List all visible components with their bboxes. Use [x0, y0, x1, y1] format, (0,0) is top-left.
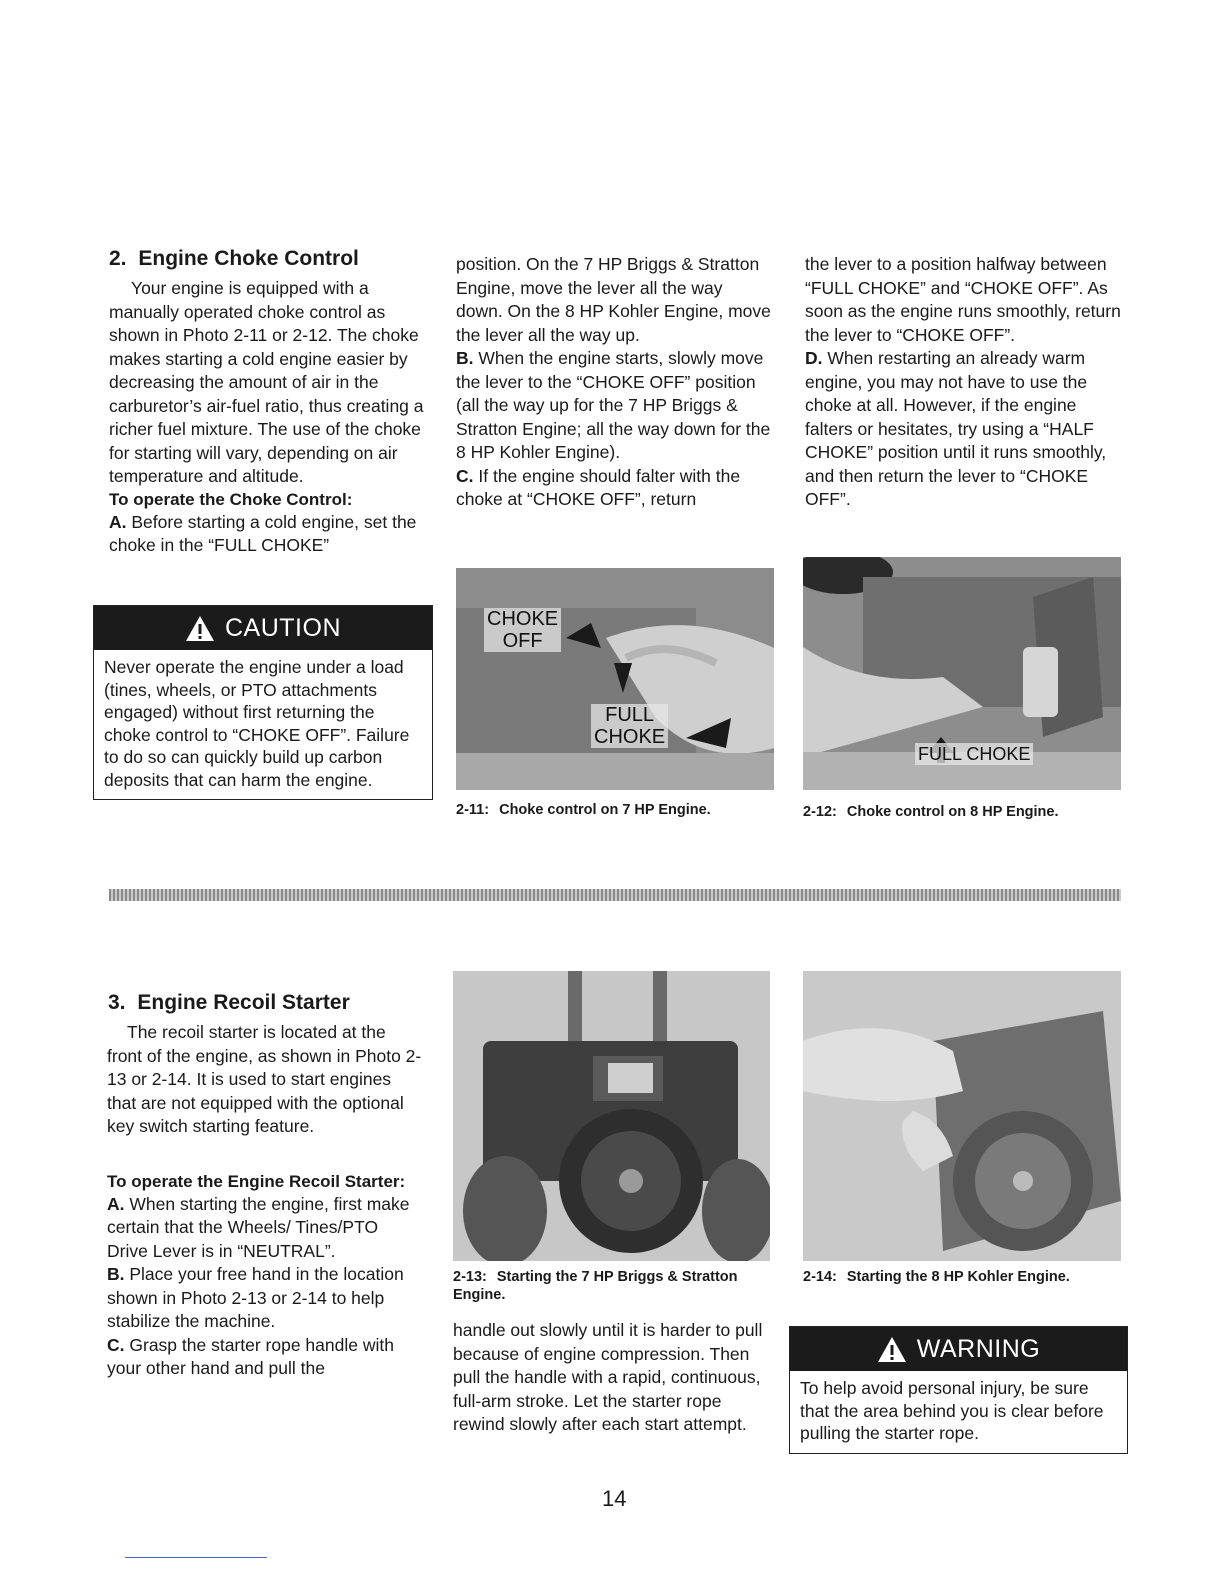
step-c-text-1: If the engine should falter with the choke at “CHOKE OFF”, return	[456, 465, 741, 509]
section-3-number: 3.	[108, 991, 126, 1014]
warning-box	[789, 1326, 1128, 1454]
caption-2-14-number: 2-14:	[803, 1269, 837, 1285]
caution-header	[94, 606, 432, 650]
section-2-col3	[805, 253, 1125, 512]
step-d-text: When restarting an already warm engine, you may not have to use the choke at all. However, if the engine falters or hesitates, try using a “HALF CHOKE” position until it runs smoothly, and then return the lever to “CHOKE OFF”.	[805, 348, 1107, 509]
section-2-step-c-part2: the lever to a position halfway between “FULL CHOKE” and “CHOKE OFF”. As soon as the engine runs smoothly, return the lever to “CHOKE OFF”.	[805, 254, 1121, 345]
s3-step-b-text: Place your free hand in the location shown in Photo 2-13 or 2-14 to help stabilize the machine.	[107, 1264, 404, 1331]
warning-triangle-icon	[877, 1336, 907, 1363]
caution-text: Never operate the engine under a load (tines, wheels, or PTO attachments engaged) without first returning the choke control to “CHOKE OFF”. Failure to do so can quickly build up carbon deposits that can harm the engine.	[104, 657, 410, 790]
section-2-step-a-part2: position. On the 7 HP Briggs & Stratton Engine, move the lever all the way down. On the 8 HP Kohler Engine, move the lever all the way up.	[456, 254, 771, 345]
step-a-text-1: Before starting a cold engine, set the choke in the “FULL CHOKE”	[109, 511, 417, 555]
section-2-step-c-part1	[456, 465, 774, 512]
photo-2-12-full-choke-label: FULL CHOKE	[915, 743, 1033, 765]
section-2-title	[109, 247, 359, 271]
full-choke-line-2: CHOKE	[594, 726, 666, 748]
section-divider	[109, 889, 1121, 901]
caption-2-12-number: 2-12:	[803, 804, 837, 820]
caption-2-14	[803, 1268, 1121, 1286]
recoil-starter-8hp-illustration	[803, 971, 1121, 1261]
section-3-col2	[453, 1319, 771, 1437]
section-3-step-a	[107, 1193, 423, 1264]
full-choke-line-1: FULL	[605, 704, 655, 726]
section-2-intro: Your engine is equipped with a manually operated choke control as shown in Photo 2-11 or 2-12. The choke makes starting a cold engine easier by decreasing the amount of air in the carburetor’s air-fuel ratio, thus creating a richer fuel mixture. The use of the choke for starting will vary, depending on air temperature and altitude.	[109, 278, 424, 486]
caption-2-11-text: Choke control on 7 HP Engine.	[499, 802, 711, 818]
step-d-label: D.	[805, 348, 823, 368]
warning-title: WARNING	[916, 1334, 1041, 1363]
caption-2-12-text: Choke control on 8 HP Engine.	[846, 804, 1059, 820]
step-c-label: C.	[456, 465, 474, 486]
section-2-number: 2.	[109, 247, 127, 270]
section-3-subheading: To operate the Engine Recoil Starter:	[107, 1171, 406, 1191]
step-a-label: A.	[109, 511, 127, 532]
step-b-text: When the engine starts, slowly move the lever to the “CHOKE OFF” position (all the way up for the 7 HP Briggs & Stratton Engine; all the way down for the 8 HP Kohler Engine).	[456, 348, 771, 462]
section-3-title	[108, 991, 350, 1015]
s3-step-c-label: C.	[107, 1334, 125, 1355]
section-3-step-c-part1	[107, 1334, 423, 1381]
photo-2-14	[803, 971, 1121, 1261]
caption-2-11-number: 2-11:	[456, 802, 490, 818]
photo-2-11-choke-off-label	[484, 608, 561, 652]
section-3-title-text: Engine Recoil Starter	[137, 991, 350, 1014]
warning-header	[790, 1327, 1127, 1371]
photo-2-13	[453, 971, 770, 1261]
step-b-label: B.	[456, 348, 474, 368]
caution-box	[93, 605, 433, 800]
section-2-col1	[109, 277, 427, 558]
caption-2-13-text: Starting the 7 HP Briggs & Stratton Engine.	[453, 1269, 738, 1303]
section-2-subheading: To operate the Choke Control:	[109, 489, 353, 509]
section-3-step-c-part2: handle out slowly until it is harder to pull because of engine compression. Then pull the handle with a rapid, continuous, full-arm stroke. Let the starter rope rewind slowly after each start attempt.	[453, 1320, 763, 1434]
caption-2-13	[453, 1268, 753, 1304]
warning-text: To help avoid personal injury, be sure that the area behind you is clear before pulling the starter rope.	[800, 1378, 1104, 1443]
photo-2-11	[456, 568, 774, 790]
section-2-step-a-part1	[109, 511, 427, 558]
choke-off-line-2: OFF	[502, 630, 543, 652]
section-2-step-d	[805, 347, 1125, 512]
s3-step-c-text-1: Grasp the starter rope handle with your other hand and pull the	[107, 1334, 394, 1378]
section-2-step-b	[456, 347, 774, 465]
section-2-col2	[456, 253, 774, 512]
caption-2-13-number: 2-13:	[453, 1269, 487, 1285]
page-number: 14	[602, 1486, 627, 1511]
scan-artifact-line	[125, 1557, 267, 1558]
s3-step-a-text: When starting the engine, first make certain that the Wheels/ Tines/PTO Drive Lever is in “NEUTRAL”.	[107, 1193, 410, 1261]
photo-2-11-full-choke-label	[591, 704, 668, 748]
caption-2-12	[803, 803, 1121, 821]
warning-triangle-icon	[185, 615, 215, 642]
caption-2-14-text: Starting the 8 HP Kohler Engine.	[846, 1269, 1070, 1285]
s3-step-b-label: B.	[107, 1264, 125, 1284]
recoil-starter-7hp-illustration	[453, 971, 770, 1261]
choke-off-line-1: CHOKE	[487, 608, 559, 630]
caption-2-11	[456, 801, 774, 819]
s3-step-a-label: A.	[107, 1193, 125, 1214]
section-3-col1	[107, 1021, 423, 1381]
choke-lever-7hp-illustration	[456, 568, 774, 790]
section-3-step-b	[107, 1263, 423, 1334]
section-3-intro: The recoil starter is located at the front of the engine, as shown in Photo 2-13 or 2-14. It is used to start engines that are not equipped with the optional key switch starting feature.	[107, 1022, 422, 1136]
caution-title: CAUTION	[225, 613, 341, 642]
photo-2-12	[803, 557, 1121, 790]
section-2-title-text: Engine Choke Control	[138, 247, 359, 270]
